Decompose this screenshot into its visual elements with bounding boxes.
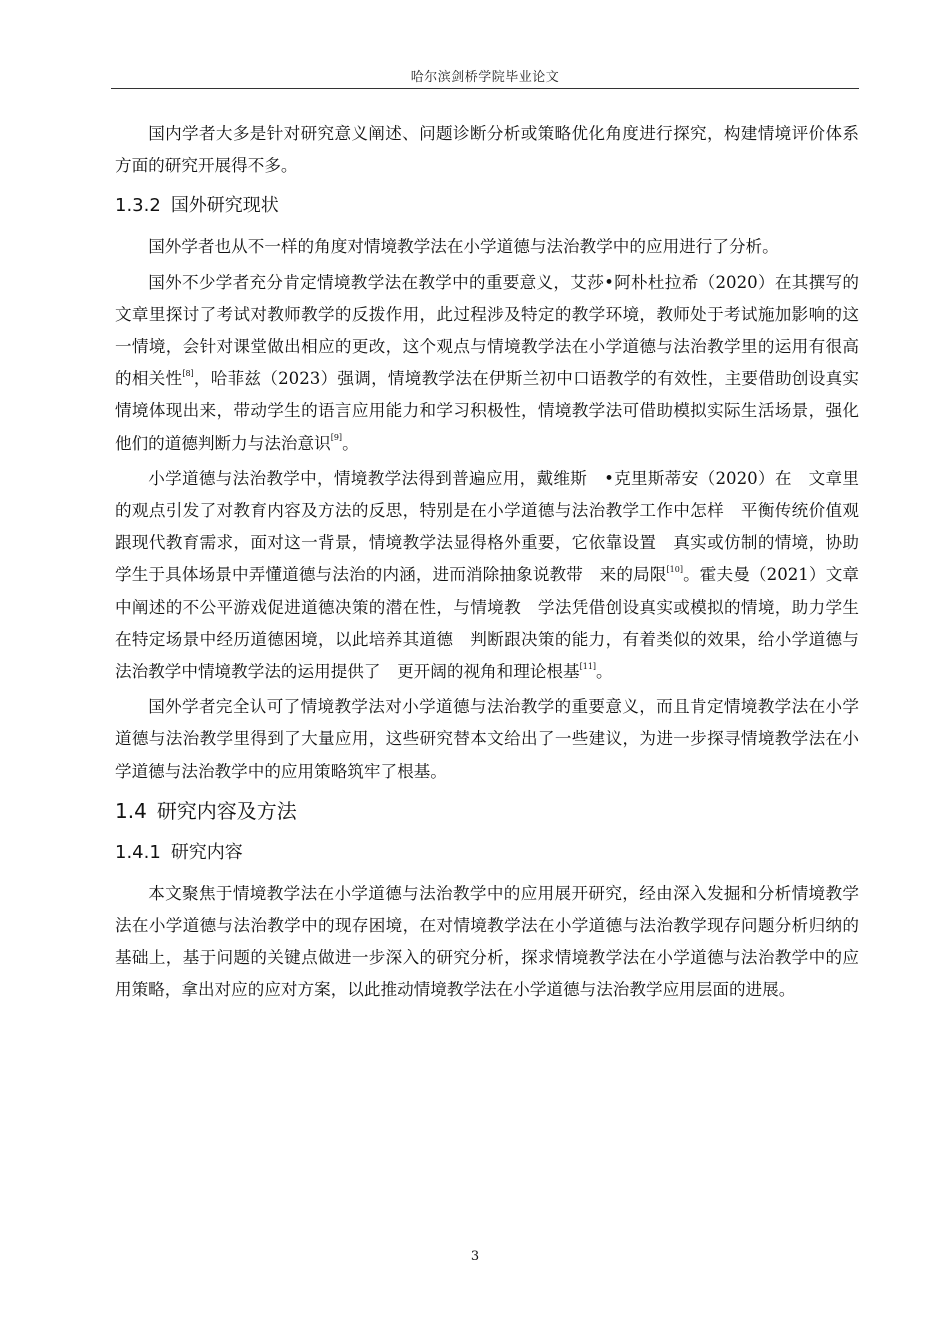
section-title: 研究内容及方法 [156, 798, 297, 823]
section-heading-1-4-1 [115, 841, 859, 865]
paragraph-text: ，哈菲兹（2023）强调，情境教学法在伊斯兰初中口语教学的有效性，主要借助创设真实情境体现出来，带动学生的语言应用能力和学习积极性，情境教学法可借助模拟实际生活场景，强化他们的道德判断力与法治意识 [115, 369, 860, 453]
paragraph-text: 。 [342, 433, 359, 453]
header-rule [111, 88, 859, 89]
page-body [115, 118, 859, 1010]
citation-ref: [11] [579, 661, 597, 671]
section-title: 研究内容 [170, 841, 243, 863]
section-title: 国外研究现状 [170, 195, 279, 217]
paragraph-foreign-conclusion: 国外学者完全认可了情境教学法对小学道德与法治教学的重要意义，而且肯定情境教学法在小学道德与法治教学里得到了大量应用，这些研究替本文给出了一些建议，为进一步探寻情境教学法在小学道德与法治教学中的应用策略筑牢了根基。 [115, 697, 859, 781]
paragraph-research-content: 本文聚焦于情境教学法在小学道德与法治教学中的应用展开研究，经由深入发掘和分析情境教学法在小学道德与法治教学中的现存困境，在对情境教学法在小学道德与法治教学现存问题分析归纳的基础上，基于问题的关键点做进一步深入的研究分析，探求情境教学法在小学道德与法治教学中的应用策略，拿出对应的应对方案，以此推动情境教学法在小学道德与法治教学应用层面的进展。 [115, 883, 859, 1000]
section-number: 1.4.1 [115, 841, 161, 863]
page-number: 3 [470, 1249, 480, 1264]
section-number: 1.4 [115, 798, 147, 823]
citation-ref: [9] [330, 433, 343, 443]
section-heading-1-4 [115, 798, 859, 824]
citation-ref: [8] [182, 368, 194, 378]
paragraph-text: 国外不少学者充分肯定情境教学法在教学中的重要意义，艾莎•阿朴杜拉希（2020）在其撰写的文章里探讨了考试对教师教学的反拨作用，此过程涉及特定的教学环境，教师处于考试施加影响的这一情境，会针对课堂做出相应的更改，这个观点与情境教学法在小学道德与法治教学里的运用有很高的相关性 [115, 272, 859, 389]
paragraph-primary-application [115, 463, 859, 688]
paragraph-domestic-summary: 国内学者大多是针对研究意义阐述、问题诊断分析或策略优化角度进行探究，构建情境评价体系方面的研究开展得不多。 [115, 124, 859, 176]
section-heading-1-3-2 [115, 194, 859, 218]
paragraph-foreign-scholars [115, 267, 859, 460]
running-header: 哈尔滨剑桥学院毕业论文 [410, 70, 560, 85]
citation-ref: [10] [666, 564, 683, 574]
section-number: 1.3.2 [115, 195, 161, 217]
paragraph-text: 小学道德与法治教学中，情境教学法得到普遍应用，戴维斯 •克里斯蒂安（2020）在 文章里的观点引发了对教育内容及方法的反思，特别是在小学道德与法治教学工作中怎样 平衡传统价值观跟现代教育需求，面对这一背景，情境教学法显得格外重要，它依靠设置 真实或仿制的情境，协助学生于具体场景中弄懂道德与法治的内涵，进而消除抽象说教带 来的局限 [115, 468, 859, 585]
paragraph-foreign-intro: 国外学者也从不一样的角度对情境教学法在小学道德与法治教学中的应用进行了分析。 [148, 237, 779, 257]
paragraph-text: 。 [596, 662, 613, 682]
paragraph-text: 。霍夫曼（2021）文章中阐述的不公平游戏促进道德决策的潜在性，与情境教 学法凭借创设真实或模拟的情境，助力学生在特定场景中经历道德困境，以此培养其道德 判断跟决策的能力，有着类似的效果，给小学道德与法治教学中情境教学法的运用提供了 更开阔的视角和理论根基 [115, 565, 860, 682]
